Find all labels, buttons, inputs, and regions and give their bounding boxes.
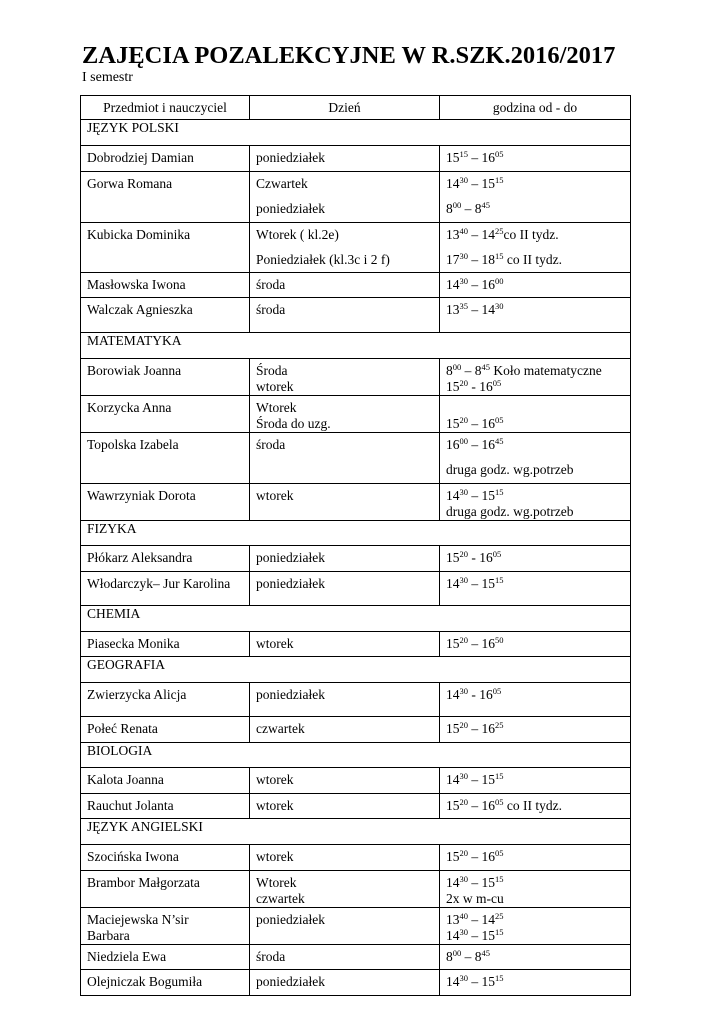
- day-cell-line: środa: [256, 437, 286, 452]
- teacher-cell-line: Brambor Małgorzata: [87, 875, 200, 890]
- day-cell: [250, 794, 440, 819]
- time-cell-line: $15^{20} - 16^{05}$ co II tydz.: [446, 797, 562, 813]
- table-row: [81, 146, 631, 172]
- teacher-cell: [81, 484, 250, 521]
- teacher-cell-line: Barbara: [87, 928, 130, 943]
- day-cell-line: czwartek: [256, 721, 305, 736]
- day-cell-line: wtorek: [256, 636, 294, 651]
- section-row: [81, 333, 631, 359]
- teacher-cell-line: Wawrzyniak Dorota: [87, 488, 196, 503]
- section-heading: JĘZYK POLSKI: [81, 120, 631, 146]
- time-cell: [440, 273, 631, 298]
- day-cell: [250, 146, 440, 172]
- time-cell: [440, 172, 631, 223]
- section-row: [81, 819, 631, 845]
- day-cell-line: poniedziałek: [256, 150, 325, 165]
- day-cell-line: Poniedziałek (kl.3c i 2 f): [256, 252, 390, 267]
- table-row: [81, 632, 631, 657]
- time-cell: [440, 768, 631, 794]
- time-cell: [440, 908, 631, 945]
- teacher-cell: [81, 717, 250, 743]
- table-row: [81, 871, 631, 908]
- teacher-cell-line: Gorwa Romana: [87, 176, 173, 191]
- day-cell-line: Wtorek: [256, 875, 297, 890]
- time-cell: [440, 223, 631, 273]
- section-heading: GEOGRAFIA: [81, 657, 631, 683]
- time-cell: [440, 433, 631, 484]
- day-cell: [250, 768, 440, 794]
- teacher-cell-line: Zwierzycka Alicja: [87, 687, 187, 702]
- teacher-cell: [81, 396, 250, 433]
- time-cell: [440, 632, 631, 657]
- time-cell: [440, 871, 631, 908]
- day-cell-line: czwartek: [256, 891, 305, 906]
- day-cell-line: poniedziałek: [256, 687, 325, 702]
- teacher-cell-line: Niedziela Ewa: [87, 949, 167, 964]
- time-cell: [440, 683, 631, 717]
- day-cell-line: wtorek: [256, 772, 294, 787]
- day-cell-line: poniedziałek: [256, 201, 325, 216]
- time-cell: [440, 359, 631, 396]
- day-cell: [250, 572, 440, 606]
- time-cell-line: $14^{30} - 15^{15}$: [446, 973, 504, 989]
- day-cell: [250, 172, 440, 223]
- teacher-cell-line: Płókarz Aleksandra: [87, 550, 193, 565]
- section-row: [81, 606, 631, 632]
- teacher-cell: [81, 768, 250, 794]
- time-cell: [440, 717, 631, 743]
- table-row: [81, 172, 631, 223]
- day-cell-line: Środa: [256, 363, 288, 378]
- time-cell-line: $8^{00} - 8^{45}$: [446, 948, 490, 964]
- header-time: godzina od - do: [440, 96, 631, 120]
- time-cell-line: $15^{20} - 16^{05}$: [446, 848, 504, 864]
- teacher-cell: [81, 146, 250, 172]
- section-row: [81, 521, 631, 546]
- time-cell: [440, 546, 631, 572]
- time-cell-line: $14^{30} - 16^{05}$: [446, 686, 502, 702]
- time-cell-line: $13^{40} - 14^{25}$: [446, 911, 504, 927]
- table-row: [81, 572, 631, 606]
- day-cell-line: Środa do uzg.: [256, 416, 331, 431]
- section-row: [81, 743, 631, 768]
- time-cell: [440, 945, 631, 970]
- teacher-cell-line: Topolska Izabela: [87, 437, 179, 452]
- day-cell: [250, 871, 440, 908]
- time-cell: [440, 794, 631, 819]
- section-heading: CHEMIA: [81, 606, 631, 632]
- header-row: [81, 96, 631, 120]
- time-cell-line: $14^{30} - 15^{15}$: [446, 771, 504, 787]
- header-day: Dzień: [250, 96, 440, 120]
- teacher-cell-line: Połeć Renata: [87, 721, 158, 736]
- time-cell-line: $15^{15} - 16^{05}$: [446, 149, 504, 165]
- day-cell: [250, 945, 440, 970]
- time-cell-line: $17^{30} - 18^{15}$ co II tydz.: [446, 251, 562, 267]
- table-row: [81, 273, 631, 298]
- time-cell-line: $16^{00} - 16^{45}$: [446, 436, 504, 452]
- time-cell-line: [446, 400, 624, 416]
- teacher-cell-line: Borowiak Joanna: [87, 363, 182, 378]
- header-subject-teacher: Przedmiot i nauczyciel: [81, 96, 250, 120]
- day-cell: [250, 970, 440, 996]
- time-cell: [440, 484, 631, 521]
- time-cell: [440, 298, 631, 333]
- time-cell-line: $15^{20} - 16^{05}$: [446, 378, 502, 394]
- day-cell-line: wtorek: [256, 488, 294, 503]
- day-cell-line: wtorek: [256, 798, 294, 813]
- day-cell: [250, 546, 440, 572]
- day-cell: [250, 223, 440, 273]
- section-heading: MATEMATYKA: [81, 333, 631, 359]
- teacher-cell-line: Maciejewska N’sir: [87, 912, 189, 927]
- day-cell-line: Wtorek ( kl.2e): [256, 227, 339, 242]
- teacher-cell: [81, 223, 250, 273]
- teacher-cell: [81, 908, 250, 945]
- day-cell: [250, 632, 440, 657]
- section-heading: BIOLOGIA: [81, 743, 631, 768]
- semester-label: I semestr: [82, 70, 133, 85]
- teacher-cell: [81, 359, 250, 396]
- teacher-cell-line: Kalota Joanna: [87, 772, 164, 787]
- table-row: [81, 223, 631, 273]
- table-row: [81, 717, 631, 743]
- table-row: [81, 768, 631, 794]
- table-row: [81, 970, 631, 996]
- time-cell-line: $8^{00} - 8^{45}$: [446, 200, 490, 216]
- day-cell: [250, 683, 440, 717]
- section-heading: FIZYKA: [81, 521, 631, 546]
- table-row: [81, 359, 631, 396]
- time-cell-line: $14^{30} - 15^{15}$: [446, 927, 504, 943]
- time-cell-line: druga godz. wg.potrzeb: [446, 462, 574, 477]
- teacher-cell: [81, 970, 250, 996]
- teacher-cell-line: Piasecka Monika: [87, 636, 180, 651]
- day-cell: [250, 273, 440, 298]
- teacher-cell-line: Korzycka Anna: [87, 400, 172, 415]
- teacher-cell: [81, 871, 250, 908]
- teacher-cell: [81, 298, 250, 333]
- teacher-cell-line: Kubicka Dominika: [87, 227, 191, 242]
- time-cell-line: $14^{30} - 15^{15}$: [446, 874, 504, 890]
- table-row: [81, 683, 631, 717]
- teacher-cell-line: Szocińska Iwona: [87, 849, 179, 864]
- time-cell-line: $14^{30} - 15^{15}$: [446, 575, 504, 591]
- time-cell-line: $15^{20} - 16^{50}$: [446, 635, 504, 651]
- time-cell: [440, 845, 631, 871]
- day-cell: [250, 433, 440, 484]
- document-title: ZAJĘCIA POZALEKCYJNE W R.SZK.2016/2017: [82, 42, 616, 69]
- teacher-cell: [81, 845, 250, 871]
- day-cell-line: wtorek: [256, 849, 294, 864]
- table-row: [81, 298, 631, 333]
- time-cell-line: $14^{30} - 15^{15}$: [446, 487, 504, 503]
- teacher-cell: [81, 632, 250, 657]
- section-row: [81, 120, 631, 146]
- table-row: [81, 945, 631, 970]
- time-cell: [440, 396, 631, 433]
- table-row: [81, 433, 631, 484]
- day-cell: [250, 845, 440, 871]
- teacher-cell-line: Walczak Agnieszka: [87, 302, 193, 317]
- day-cell: [250, 359, 440, 396]
- day-cell: [250, 908, 440, 945]
- time-cell-line: $14^{30} - 16^{00}$: [446, 276, 504, 292]
- time-cell-line: $13^{35} - 14^{30}$: [446, 301, 504, 317]
- table-row: [81, 396, 631, 433]
- time-cell-line: druga godz. wg.potrzeb: [446, 504, 574, 519]
- day-cell-line: Czwartek: [256, 176, 308, 191]
- day-cell-line: wtorek: [256, 379, 294, 394]
- day-cell-line: poniedziałek: [256, 912, 325, 927]
- table-row: [81, 546, 631, 572]
- day-cell-line: poniedziałek: [256, 550, 325, 565]
- day-cell-line: poniedziałek: [256, 974, 325, 989]
- time-cell-line: $15^{20} - 16^{05}$: [446, 549, 502, 565]
- section-row: [81, 657, 631, 683]
- teacher-cell: [81, 172, 250, 223]
- teacher-cell: [81, 433, 250, 484]
- time-cell: [440, 970, 631, 996]
- teacher-cell: [81, 546, 250, 572]
- time-cell-line: 2x w m-cu: [446, 891, 504, 906]
- time-cell-line: $8^{00} - 8^{45}$ Koło matematyczne: [446, 362, 602, 378]
- time-cell-line: $15^{20} - 16^{05}$: [446, 415, 504, 431]
- table-row: [81, 484, 631, 521]
- teacher-cell-line: Olejniczak Bogumiła: [87, 974, 203, 989]
- teacher-cell: [81, 273, 250, 298]
- time-cell-line: $13^{40} - 14^{25}co$ II tydz.: [446, 226, 559, 242]
- table-row: [81, 908, 631, 945]
- day-cell: [250, 484, 440, 521]
- time-cell-line: $14^{30} - 15^{15}$: [446, 175, 504, 191]
- day-cell: [250, 717, 440, 743]
- teacher-cell-line: Dobrodziej Damian: [87, 150, 194, 165]
- day-cell-line: Wtorek: [256, 400, 297, 415]
- table-row: [81, 794, 631, 819]
- day-cell: [250, 396, 440, 433]
- day-cell-line: środa: [256, 302, 286, 317]
- teacher-cell-line: Włodarczyk– Jur Karolina: [87, 576, 231, 591]
- teacher-cell-line: Masłowska Iwona: [87, 277, 186, 292]
- section-heading: JĘZYK ANGIELSKI: [81, 819, 631, 845]
- day-cell-line: środa: [256, 277, 286, 292]
- day-cell: [250, 298, 440, 333]
- teacher-cell: [81, 945, 250, 970]
- teacher-cell: [81, 794, 250, 819]
- teacher-cell: [81, 683, 250, 717]
- schedule-table: [80, 95, 631, 996]
- day-cell-line: środa: [256, 949, 286, 964]
- day-cell-line: poniedziałek: [256, 576, 325, 591]
- time-cell-line: $15^{20} - 16^{25}$: [446, 720, 504, 736]
- table-row: [81, 845, 631, 871]
- teacher-cell: [81, 572, 250, 606]
- time-cell: [440, 572, 631, 606]
- time-cell: [440, 146, 631, 172]
- teacher-cell-line: Rauchut Jolanta: [87, 798, 174, 813]
